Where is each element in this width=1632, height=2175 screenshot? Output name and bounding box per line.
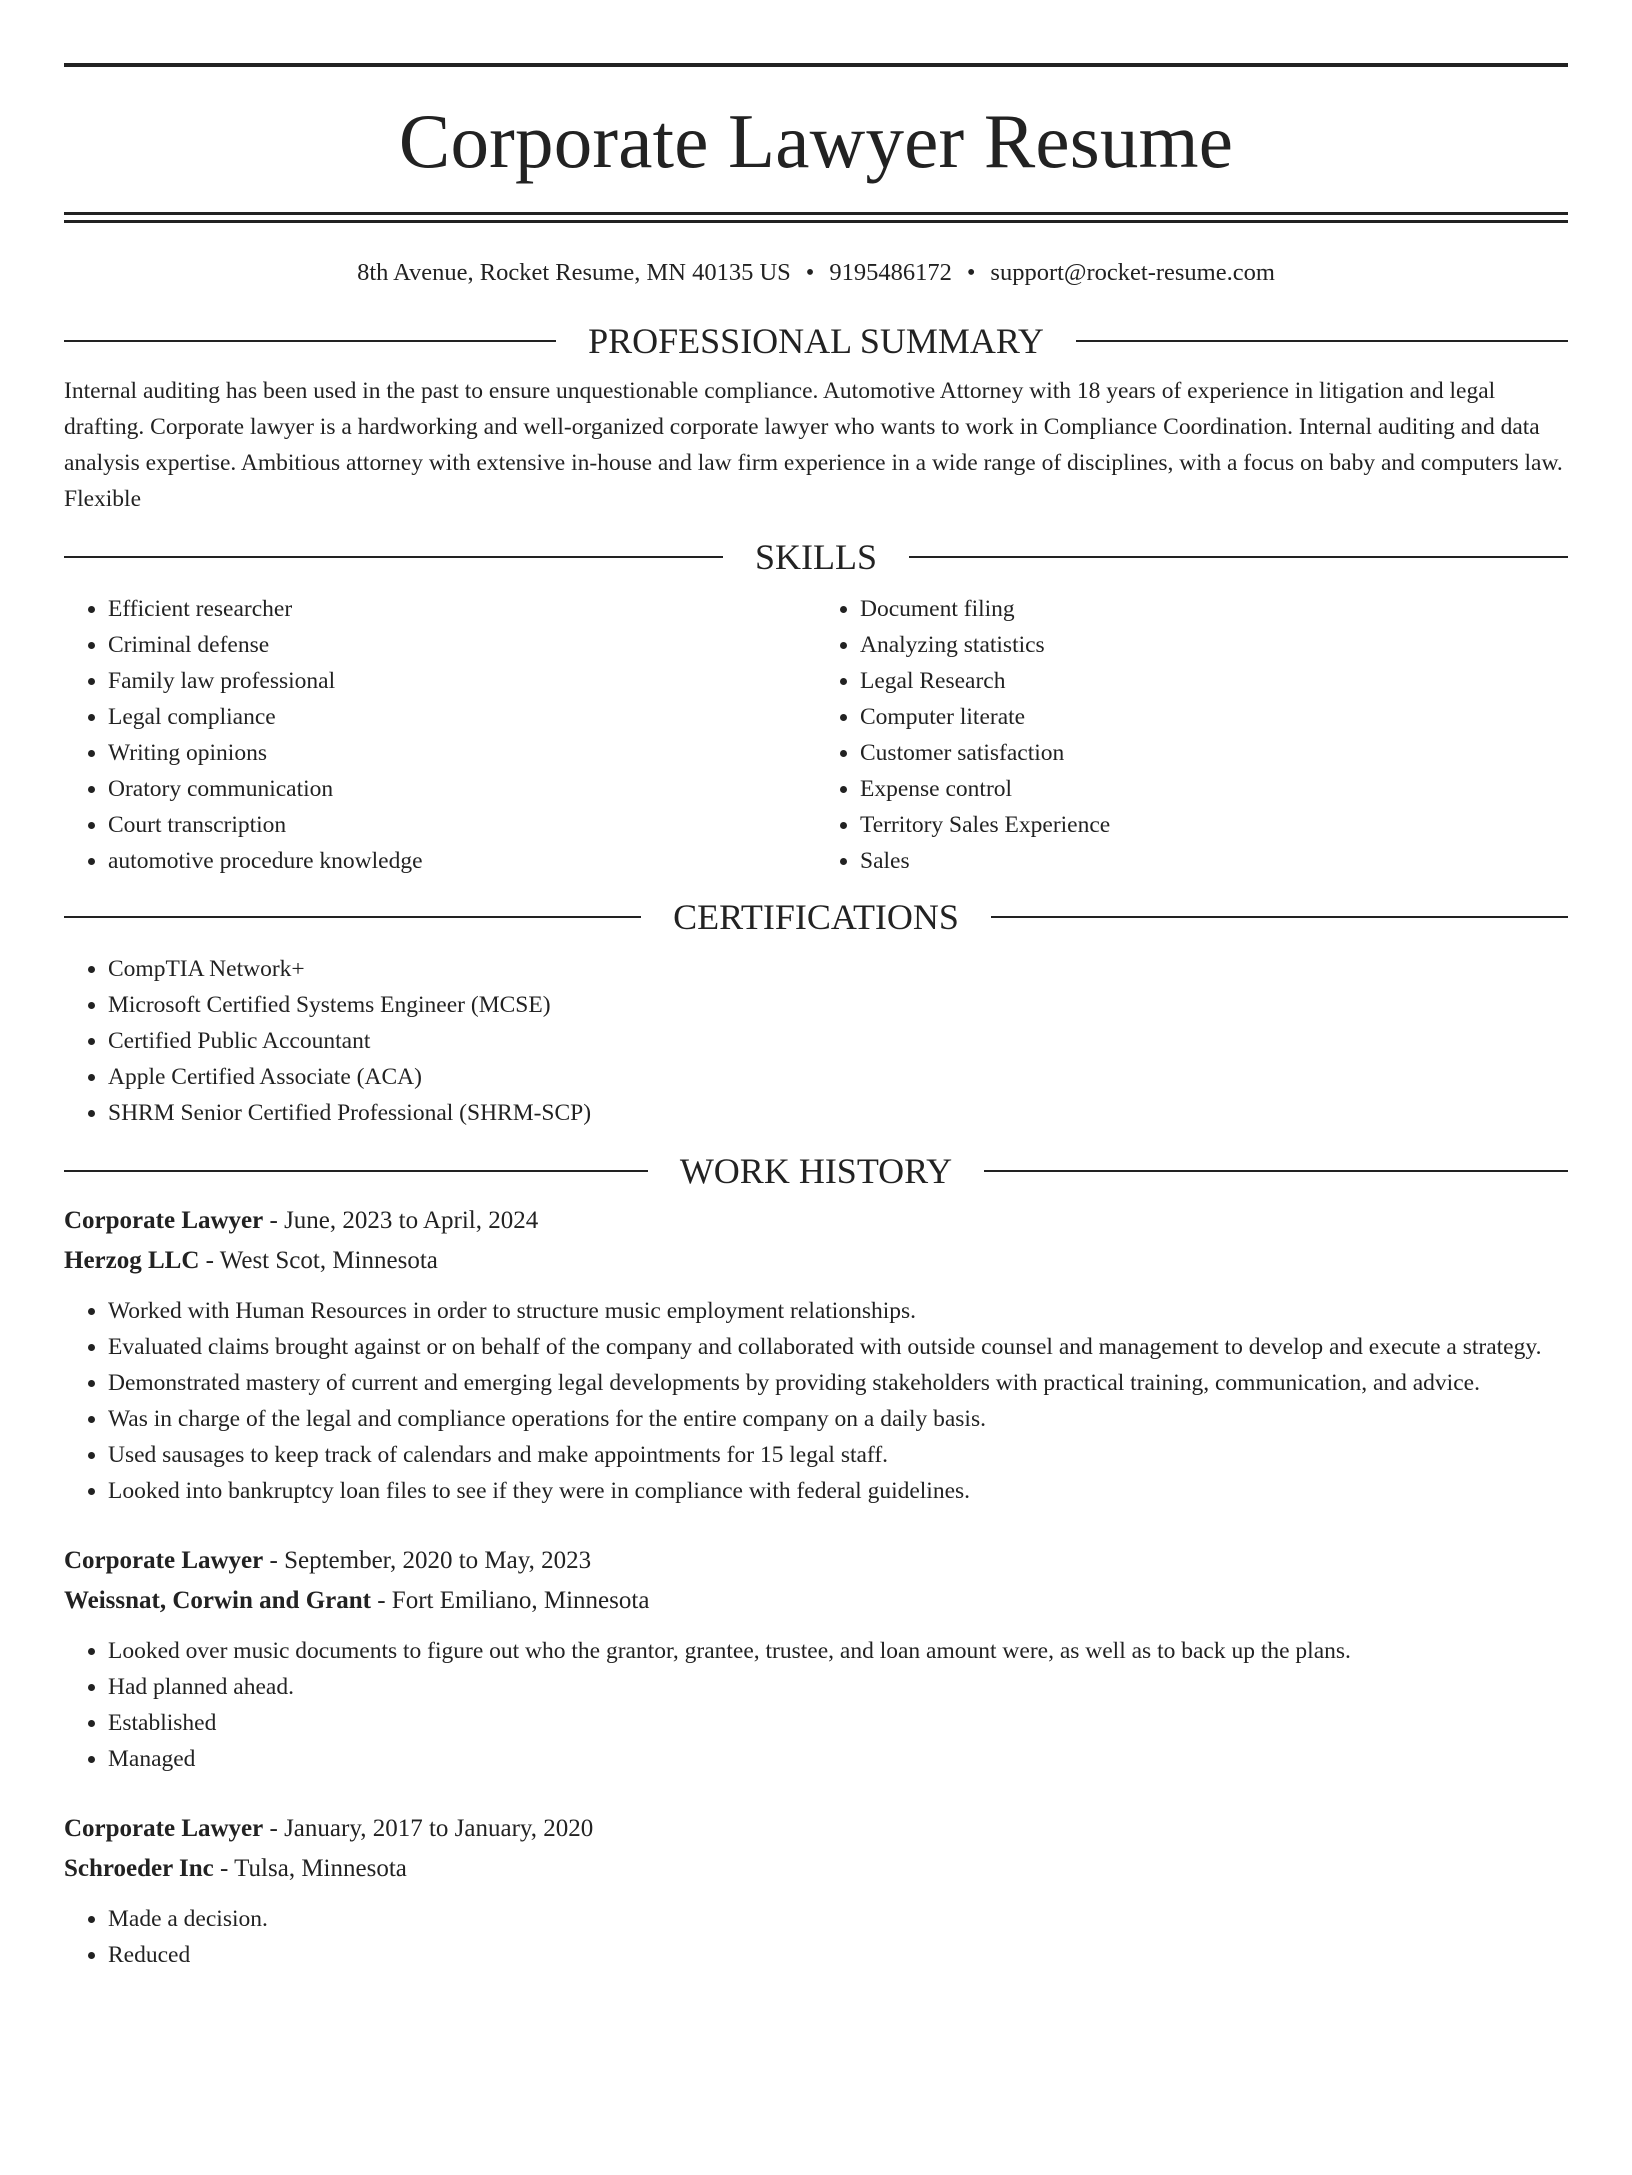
contact-email: support@rocket-resume.com <box>990 259 1275 286</box>
job-location: - Fort Emiliano, Minnesota <box>370 1586 650 1614</box>
job-duties-list <box>64 1293 1568 1509</box>
certification-item: • Certified Public Accountant <box>108 1023 1568 1059</box>
job-duty-item: • Worked with Human Resources in order to structure music employment relationships. <box>108 1293 1568 1329</box>
skills-heading-label: SKILLS <box>755 536 878 577</box>
title-double-rule <box>64 212 1568 223</box>
job-company: Herzog LLC <box>64 1246 200 1274</box>
job-company: Weissnat, Corwin and Grant <box>64 1586 371 1614</box>
job-entry <box>64 1541 1568 1777</box>
skill-item: • Legal Research <box>860 663 1568 699</box>
job-duties-list <box>64 1901 1568 1973</box>
heading-rule <box>1076 340 1568 342</box>
skill-item: • Writing opinions <box>108 735 816 771</box>
work-history-heading-label: WORK HISTORY <box>679 1150 953 1191</box>
heading-rule <box>909 556 1568 558</box>
certification-item: • SHRM Senior Certified Professional (SHRM-SCP) <box>108 1095 1568 1131</box>
job-duty-item: • Demonstrated mastery of current and emerging legal developments by providing stakeholders with practical training, communication, and advice. <box>108 1365 1568 1401</box>
heading-rule <box>991 916 1568 918</box>
job-location: - West Scot, Minnesota <box>199 1246 438 1274</box>
job-title-line <box>64 1201 1568 1241</box>
skill-item: • Family law professional <box>108 663 816 699</box>
certification-item: • Apple Certified Associate (ACA) <box>108 1059 1568 1095</box>
work-history-heading <box>64 1150 1568 1191</box>
certification-item: • Microsoft Certified Systems Engineer (MCSE) <box>108 987 1568 1023</box>
contact-separator: • <box>805 259 815 286</box>
job-title: Corporate Lawyer <box>64 1546 264 1574</box>
skills-heading <box>64 536 1568 577</box>
job-dates: - June, 2023 to April, 2024 <box>263 1206 539 1234</box>
job-entry <box>64 1809 1568 1973</box>
certification-item: • CompTIA Network+ <box>108 951 1568 987</box>
job-duty-item: • Used sausages to keep track of calendars and make appointments for 15 legal staff. <box>108 1437 1568 1473</box>
skill-item: • Court transcription <box>108 807 816 843</box>
job-duties-list <box>64 1633 1568 1777</box>
heading-rule <box>64 556 723 558</box>
job-duty-item: • Looked over music documents to figure out who the grantor, grantee, trustee, and loan amount were, as well as to back up the plans. <box>108 1633 1568 1669</box>
job-dates: - January, 2017 to January, 2020 <box>263 1814 594 1842</box>
heading-rule <box>64 340 556 342</box>
job-title: Corporate Lawyer <box>64 1814 264 1842</box>
certifications-heading-label: CERTIFICATIONS <box>673 896 959 937</box>
job-title-line <box>64 1809 1568 1849</box>
top-rule <box>64 63 1568 67</box>
skill-item: • Computer literate <box>860 699 1568 735</box>
skill-item: • automotive procedure knowledge <box>108 843 816 879</box>
summary-heading-label: PROFESSIONAL SUMMARY <box>588 320 1044 361</box>
certifications-heading <box>64 896 1568 937</box>
skill-item: • Analyzing statistics <box>860 627 1568 663</box>
job-dates: - September, 2020 to May, 2023 <box>263 1546 592 1574</box>
heading-rule <box>64 1170 648 1172</box>
skills-list-left <box>64 591 816 879</box>
job-duty-item: • Reduced <box>108 1937 1568 1973</box>
job-company-line <box>64 1241 1568 1281</box>
skill-item: • Territory Sales Experience <box>860 807 1568 843</box>
heading-rule <box>984 1170 1568 1172</box>
resume-page <box>0 63 1632 2175</box>
contact-address: 8th Avenue, Rocket Resume, MN 40135 US <box>357 259 791 286</box>
job-location: - Tulsa, Minnesota <box>213 1854 407 1882</box>
job-duty-item: • Had planned ahead. <box>108 1669 1568 1705</box>
job-duty-item: • Was in charge of the legal and compliance operations for the entire company on a daily basis. <box>108 1401 1568 1437</box>
job-duty-item: • Managed <box>108 1741 1568 1777</box>
skill-item: • Oratory communication <box>108 771 816 807</box>
job-duty-item: • Established <box>108 1705 1568 1741</box>
contact-phone: 9195486172 <box>829 259 952 286</box>
certifications-list <box>64 951 1568 1131</box>
summary-heading <box>64 320 1568 361</box>
skill-item: • Customer satisfaction <box>860 735 1568 771</box>
skills-columns <box>64 591 1568 879</box>
skill-item: • Sales <box>860 843 1568 879</box>
contact-line <box>64 261 1568 286</box>
skill-item: • Document filing <box>860 591 1568 627</box>
job-duty-item: • Evaluated claims brought against or on behalf of the company and collaborated with outside counsel and management to develop and execute a strategy. <box>108 1329 1568 1365</box>
skills-list-right <box>816 591 1568 879</box>
resume-title: Corporate Lawyer Resume <box>398 98 1234 184</box>
job-company-line <box>64 1849 1568 1889</box>
job-title-line <box>64 1541 1568 1581</box>
job-duty-item: • Looked into bankruptcy loan files to see if they were in compliance with federal guidelines. <box>108 1473 1568 1509</box>
contact-separator: • <box>966 259 976 286</box>
job-duty-item: • Made a decision. <box>108 1901 1568 1937</box>
skill-item: • Expense control <box>860 771 1568 807</box>
job-entry <box>64 1201 1568 1509</box>
skill-item: • Legal compliance <box>108 699 816 735</box>
skill-item: • Criminal defense <box>108 627 816 663</box>
heading-rule <box>64 916 641 918</box>
work-history-entries <box>64 1201 1568 1973</box>
summary-text: Internal auditing has been used in the past to ensure unquestionable compliance. Automotive Attorney with 18 years of experience in litigation and legal drafting. Corporate lawyer is a hardworking and well-organized corporate lawyer who wants to work in Compliance Coordination. Internal auditing and data analysis expertise. Ambitious attorney with extensive in-house and law firm experience in a wide range of disciplines, with a focus on baby and computers law. Flexible <box>64 377 1563 512</box>
job-company: Schroeder Inc <box>64 1854 214 1882</box>
job-company-line <box>64 1581 1568 1621</box>
job-title: Corporate Lawyer <box>64 1206 264 1234</box>
skill-item: • Efficient researcher <box>108 591 816 627</box>
